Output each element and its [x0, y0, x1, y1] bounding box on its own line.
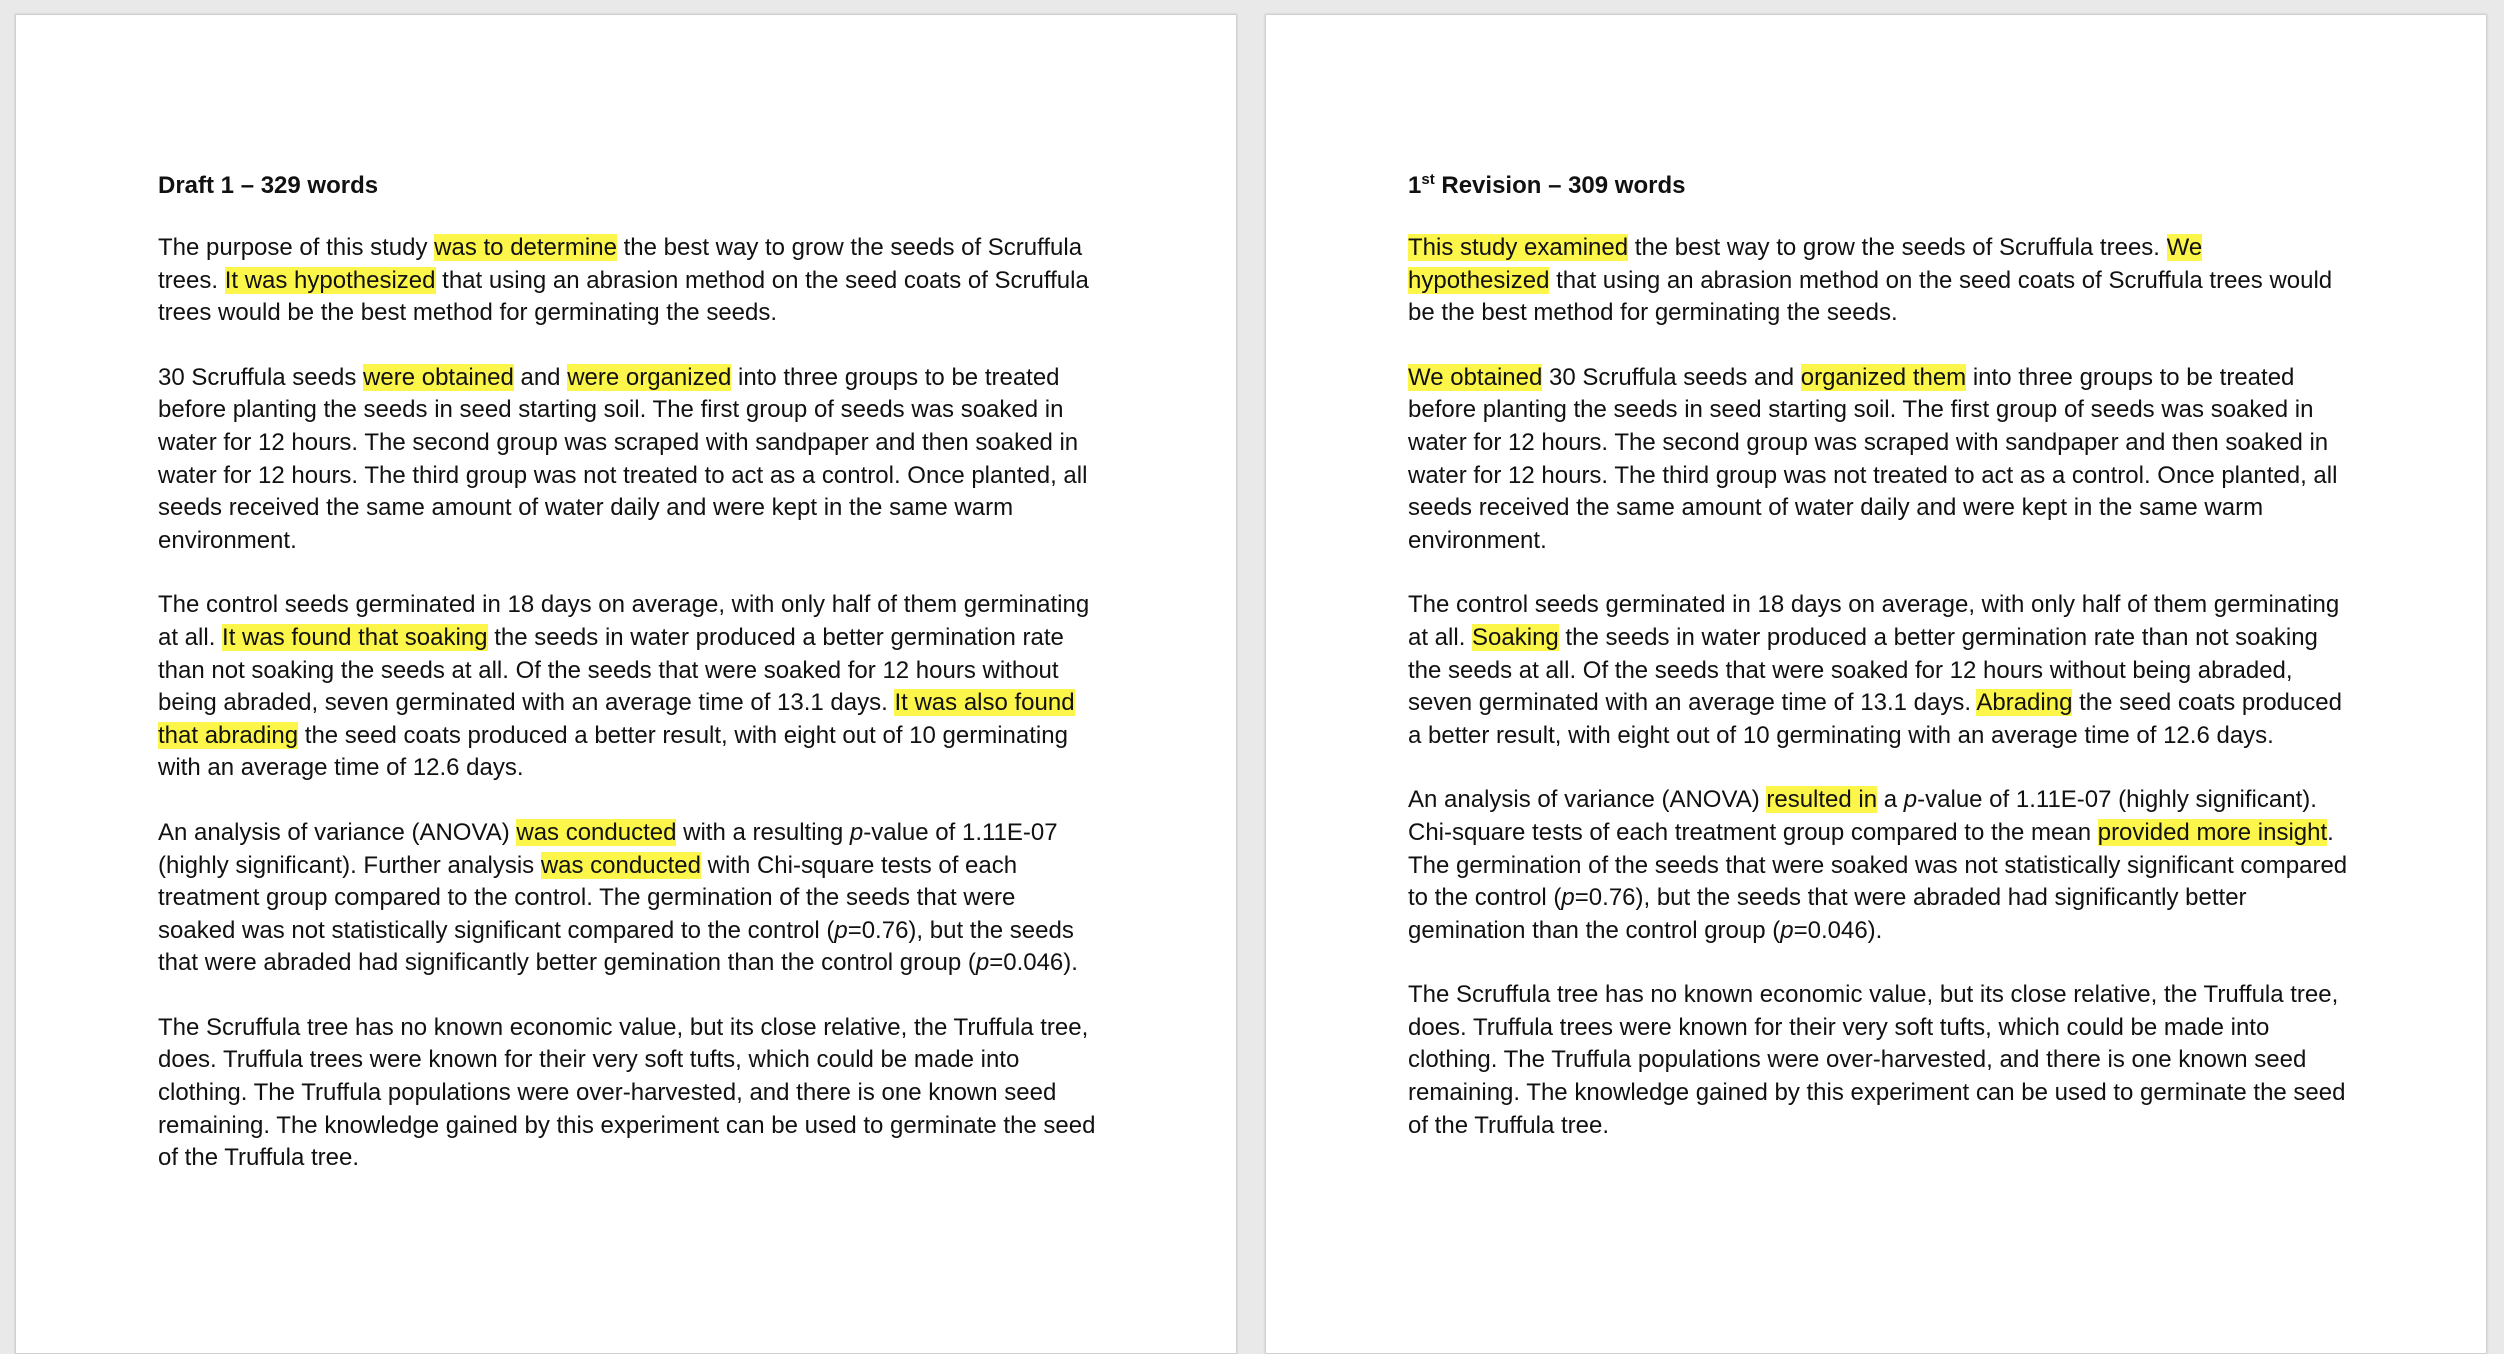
- italic-text: p: [849, 818, 864, 846]
- highlighted-text: We hypothesized: [1408, 234, 2203, 294]
- text-run: that using an abrasion method on the seed coats of Scruffula trees would be the best method for germinating the seeds.: [158, 266, 1089, 327]
- text-run: The Scruffula tree has no known economic value, but its close relative, the Truffula tree, does. Truffula trees were known for their very soft tufts, which could be made into clothing. The Truffula populations were over-harvested, and there is one known seed remaining. The knowledge gained by this experiment can be used to germinate the seed of the Truffula tree.: [1408, 981, 2346, 1139]
- text-run: -value of 1.11E-07 (highly significant). Chi-square tests of each treatment group compared to the mean: [1408, 786, 2317, 846]
- highlighted-text: This study examined: [1408, 234, 1629, 261]
- highlighted-text: was conducted: [516, 818, 677, 846]
- paragraph: [1408, 979, 2348, 1142]
- text-run: =0.76), but the seeds that were abraded had significantly better gemination than the control group (: [1408, 884, 2247, 944]
- draft-title: Draft 1 – 329 words: [158, 172, 379, 199]
- text-run: The control seeds germinated in 18 days on average, with only half of them germinating at all.: [1408, 591, 2340, 651]
- text-run: 30 Scruffula seeds and: [1542, 363, 1801, 391]
- paragraph: [1408, 589, 2348, 752]
- text-run: An analysis of variance (ANOVA): [1408, 786, 1767, 814]
- highlighted-text: organized them: [1800, 363, 1967, 391]
- highlighted-text: were obtained: [363, 363, 514, 391]
- text-run: the best way to grow the seeds of Scruffula trees.: [158, 234, 1083, 294]
- text-run: into three groups to be treated before planting the seeds in seed starting soil. The first group of seeds was soaked in water for 12 hours. The second group was scraped with sandpaper and then soaked in water for 12 hours. The third group was not treated to act as a control. Once planted, all seeds received the same amount of water daily and were kept in the same warm environment.: [158, 363, 1088, 554]
- revision-title-ordinal: st: [1421, 171, 1435, 188]
- revision-title: [1408, 170, 2348, 202]
- highlighted-text: It was also found that abrading: [158, 689, 1075, 749]
- paragraph: [158, 1012, 1098, 1175]
- text-run: the seeds in water produced a better germination rate than not soaking the seeds at all. Of the seeds that were soaked for 12 hours without being abraded, seven germinated with an average time of 13.1 days.: [158, 623, 1064, 717]
- highlighted-text: provided more insight: [2097, 818, 2328, 846]
- paragraph: [158, 232, 1098, 330]
- paragraph: [1408, 784, 2348, 947]
- paragraph-list: [158, 232, 1098, 1175]
- page-content-left: [158, 170, 1098, 1207]
- text-run: with Chi-square tests of each treatment group compared to the control. The germination of the seeds that were soaked was not statistically significant compared to the control (: [158, 851, 1018, 944]
- text-run: the seeds in water produced a better germination rate than not soaking the seeds at all. Of the seeds that were soaked for 12 hours without being abraded, seven germinated with an average time of 13.1 days.: [1408, 623, 2318, 717]
- text-run: with a resulting: [676, 818, 850, 846]
- paragraph: [1408, 232, 2348, 330]
- highlighted-text: was conducted: [540, 851, 701, 879]
- text-run: =0.046).: [989, 949, 1078, 977]
- text-run: The purpose of this study: [158, 234, 435, 261]
- paragraph: [158, 817, 1098, 980]
- italic-text: p: [975, 949, 990, 977]
- revision-title-number: 1: [1408, 172, 1422, 199]
- revision-title-text: Revision – 309 words: [1434, 172, 1686, 199]
- italic-text: p: [1561, 884, 1575, 912]
- paragraph: [158, 589, 1098, 785]
- highlighted-text: It was found that soaking: [222, 623, 488, 651]
- text-run: =0.046).: [1793, 916, 1883, 944]
- highlighted-text: were organized: [567, 363, 732, 391]
- highlighted-text: Soaking: [1472, 623, 1559, 651]
- text-run: 30 Scruffula seeds: [158, 363, 364, 391]
- italic-text: p: [834, 916, 848, 944]
- text-run: the seed coats produced a better result, with eight out of 10 germinating with an average time of 12.6 days.: [158, 721, 1068, 782]
- highlighted-text: It was hypothesized: [224, 266, 436, 294]
- paragraph: [158, 362, 1098, 558]
- text-run: -value of 1.11E-07 (highly significant). Further analysis: [158, 818, 1058, 879]
- text-run: that using an abrasion method on the seed coats of Scruffula trees would be the best method for germinating the seeds.: [1408, 266, 2333, 327]
- highlighted-text: was to determine: [434, 234, 617, 261]
- italic-text: p: [1903, 786, 1918, 814]
- text-run: the best way to grow the seeds of Scruffula trees.: [1628, 234, 2167, 261]
- text-run: a: [1877, 786, 1904, 814]
- text-run: =0.76), but the seeds that were abraded had significantly better gemination than the control group (: [158, 916, 1074, 977]
- highlighted-text: We obtained: [1408, 363, 1543, 391]
- paragraph-list: [1408, 232, 2348, 1142]
- highlighted-text: Abrading: [1976, 689, 2073, 717]
- text-run: The Scruffula tree has no known economic value, but its close relative, the Truffula tree, does. Truffula trees were known for their very soft tufts, which could be made into clothing. The Truffula populations were over-harvested, and there is one known seed remaining. The knowledge gained by this experiment can be used to germinate the seed of the Truffula tree.: [158, 1013, 1096, 1172]
- document-page-left[interactable]: [15, 14, 1237, 1354]
- text-run: An analysis of variance (ANOVA): [158, 818, 517, 846]
- text-run: into three groups to be treated before planting the seeds in seed starting soil. The first group of seeds was soaked in water for 12 hours. The second group was scraped with sandpaper and then soaked in water for 12 hours. The third group was not treated to act as a control. Once planted, all seeds received the same amount of water daily and were kept in the same warm environment.: [1408, 363, 2338, 554]
- text-run: the seed coats produced a better result, with eight out of 10 germinating with an average time of 12.6 days.: [1408, 689, 2342, 749]
- text-run: The control seeds germinated in 18 days on average, with only half of them germinating at all.: [158, 591, 1090, 651]
- text-run: . The germination of the seeds that were soaked was not statistically significant compared to the control (: [1408, 818, 2348, 912]
- page-content-right: [1408, 170, 2348, 1174]
- text-run: and: [513, 363, 568, 391]
- highlighted-text: resulted in: [1766, 786, 1878, 814]
- italic-text: p: [1780, 916, 1794, 944]
- document-page-right[interactable]: [1265, 14, 2487, 1354]
- paragraph: [1408, 362, 2348, 558]
